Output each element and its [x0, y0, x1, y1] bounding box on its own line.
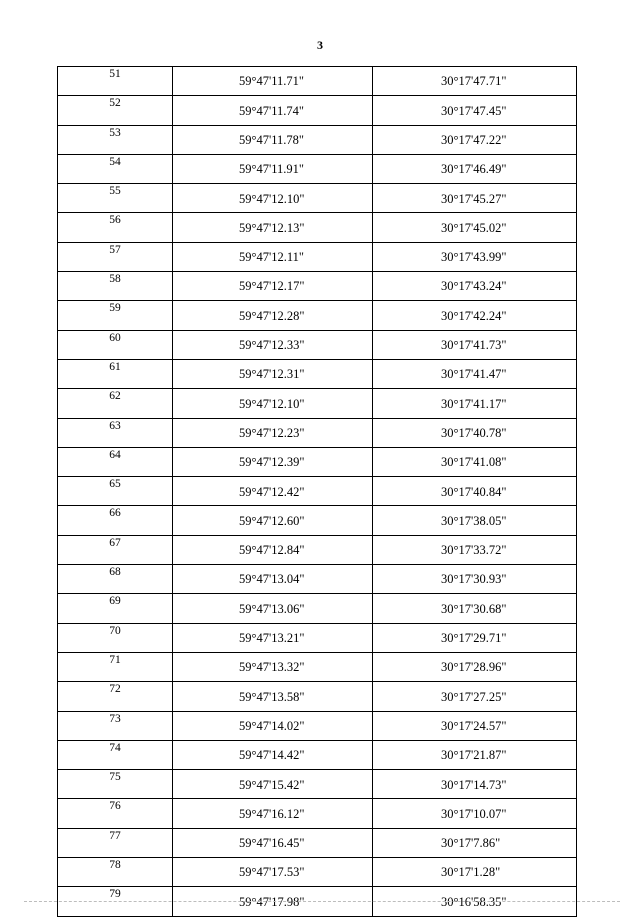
latitude-cell: 59°47'14.02" — [173, 711, 373, 740]
longitude-cell: 30°17'47.45" — [373, 96, 577, 125]
point-number-cell: 59 — [58, 301, 173, 330]
latitude-cell: 59°47'16.45" — [173, 828, 373, 857]
longitude-cell: 30°17'47.22" — [373, 125, 577, 154]
table-row — [58, 389, 577, 418]
point-number-cell: 66 — [58, 506, 173, 535]
latitude-cell: 59°47'12.17" — [173, 272, 373, 301]
longitude-cell: 30°17'14.73" — [373, 770, 577, 799]
longitude-cell: 30°17'38.05" — [373, 506, 577, 535]
longitude-cell: 30°17'41.08" — [373, 447, 577, 476]
point-number-cell: 72 — [58, 682, 173, 711]
table-row — [58, 535, 577, 564]
latitude-cell: 59°47'14.42" — [173, 740, 373, 769]
table-row — [58, 301, 577, 330]
longitude-cell: 30°17'40.78" — [373, 418, 577, 447]
latitude-cell: 59°47'13.04" — [173, 565, 373, 594]
longitude-cell: 30°17'33.72" — [373, 535, 577, 564]
table-row — [58, 828, 577, 857]
table-row — [58, 447, 577, 476]
point-number-cell: 52 — [58, 96, 173, 125]
latitude-cell: 59°47'13.06" — [173, 594, 373, 623]
table-row — [58, 184, 577, 213]
longitude-cell: 30°17'45.27" — [373, 184, 577, 213]
latitude-cell: 59°47'17.53" — [173, 858, 373, 887]
longitude-cell: 30°17'24.57" — [373, 711, 577, 740]
latitude-cell: 59°47'12.23" — [173, 418, 373, 447]
point-number-cell: 76 — [58, 799, 173, 828]
table-row — [58, 711, 577, 740]
latitude-cell: 59°47'12.42" — [173, 477, 373, 506]
table-row — [58, 67, 577, 96]
latitude-cell: 59°47'12.31" — [173, 359, 373, 388]
latitude-cell: 59°47'13.58" — [173, 682, 373, 711]
point-number-cell: 65 — [58, 477, 173, 506]
latitude-cell: 59°47'11.71" — [173, 67, 373, 96]
point-number-cell: 54 — [58, 154, 173, 183]
point-number-cell: 62 — [58, 389, 173, 418]
table-row — [58, 652, 577, 681]
table-row — [58, 682, 577, 711]
latitude-cell: 59°47'12.28" — [173, 301, 373, 330]
longitude-cell: 30°17'21.87" — [373, 740, 577, 769]
point-number-cell: 78 — [58, 858, 173, 887]
latitude-cell: 59°47'13.32" — [173, 652, 373, 681]
longitude-cell: 30°17'43.24" — [373, 272, 577, 301]
longitude-cell: 30°17'46.49" — [373, 154, 577, 183]
latitude-cell: 59°47'12.39" — [173, 447, 373, 476]
table-row — [58, 858, 577, 887]
point-number-cell: 53 — [58, 125, 173, 154]
scan-edge-line — [24, 901, 620, 902]
point-number-cell: 55 — [58, 184, 173, 213]
latitude-cell: 59°47'12.33" — [173, 330, 373, 359]
longitude-cell: 30°16'58.35" — [373, 887, 577, 916]
table-row — [58, 506, 577, 535]
longitude-cell: 30°17'7.86" — [373, 828, 577, 857]
point-number-cell: 67 — [58, 535, 173, 564]
point-number-cell: 69 — [58, 594, 173, 623]
coordinates-table — [57, 66, 577, 917]
longitude-cell: 30°17'30.93" — [373, 565, 577, 594]
table-row — [58, 477, 577, 506]
longitude-cell: 30°17'10.07" — [373, 799, 577, 828]
table-row — [58, 565, 577, 594]
latitude-cell: 59°47'17.98" — [173, 887, 373, 916]
point-number-cell: 71 — [58, 652, 173, 681]
longitude-cell: 30°17'29.71" — [373, 623, 577, 652]
longitude-cell: 30°17'41.47" — [373, 359, 577, 388]
longitude-cell: 30°17'41.17" — [373, 389, 577, 418]
latitude-cell: 59°47'11.91" — [173, 154, 373, 183]
table-row — [58, 623, 577, 652]
point-number-cell: 73 — [58, 711, 173, 740]
latitude-cell: 59°47'12.13" — [173, 213, 373, 242]
longitude-cell: 30°17'1.28" — [373, 858, 577, 887]
longitude-cell: 30°17'30.68" — [373, 594, 577, 623]
point-number-cell: 74 — [58, 740, 173, 769]
point-number-cell: 79 — [58, 887, 173, 916]
table-row — [58, 594, 577, 623]
point-number-cell: 75 — [58, 770, 173, 799]
table-row — [58, 272, 577, 301]
latitude-cell: 59°47'12.11" — [173, 242, 373, 271]
table-row — [58, 213, 577, 242]
latitude-cell: 59°47'11.74" — [173, 96, 373, 125]
latitude-cell: 59°47'12.60" — [173, 506, 373, 535]
longitude-cell: 30°17'28.96" — [373, 652, 577, 681]
latitude-cell: 59°47'12.10" — [173, 184, 373, 213]
latitude-cell: 59°47'12.84" — [173, 535, 373, 564]
point-number-cell: 64 — [58, 447, 173, 476]
point-number-cell: 61 — [58, 359, 173, 388]
coordinates-table-body — [58, 67, 577, 917]
longitude-cell: 30°17'41.73" — [373, 330, 577, 359]
table-row — [58, 154, 577, 183]
table-row — [58, 242, 577, 271]
point-number-cell: 70 — [58, 623, 173, 652]
table-row — [58, 125, 577, 154]
longitude-cell: 30°17'40.84" — [373, 477, 577, 506]
point-number-cell: 77 — [58, 828, 173, 857]
latitude-cell: 59°47'15.42" — [173, 770, 373, 799]
longitude-cell: 30°17'43.99" — [373, 242, 577, 271]
table-row — [58, 359, 577, 388]
longitude-cell: 30°17'42.24" — [373, 301, 577, 330]
table-row — [58, 740, 577, 769]
latitude-cell: 59°47'11.78" — [173, 125, 373, 154]
point-number-cell: 58 — [58, 272, 173, 301]
longitude-cell: 30°17'27.25" — [373, 682, 577, 711]
table-row — [58, 96, 577, 125]
latitude-cell: 59°47'13.21" — [173, 623, 373, 652]
table-row — [58, 770, 577, 799]
longitude-cell: 30°17'45.02" — [373, 213, 577, 242]
table-row — [58, 799, 577, 828]
table-row — [58, 418, 577, 447]
point-number-cell: 51 — [58, 67, 173, 96]
latitude-cell: 59°47'16.12" — [173, 799, 373, 828]
table-row — [58, 330, 577, 359]
point-number-cell: 63 — [58, 418, 173, 447]
latitude-cell: 59°47'12.10" — [173, 389, 373, 418]
page-number: 3 — [317, 38, 323, 52]
point-number-cell: 56 — [58, 213, 173, 242]
longitude-cell: 30°17'47.71" — [373, 67, 577, 96]
point-number-cell: 68 — [58, 565, 173, 594]
point-number-cell: 60 — [58, 330, 173, 359]
point-number-cell: 57 — [58, 242, 173, 271]
